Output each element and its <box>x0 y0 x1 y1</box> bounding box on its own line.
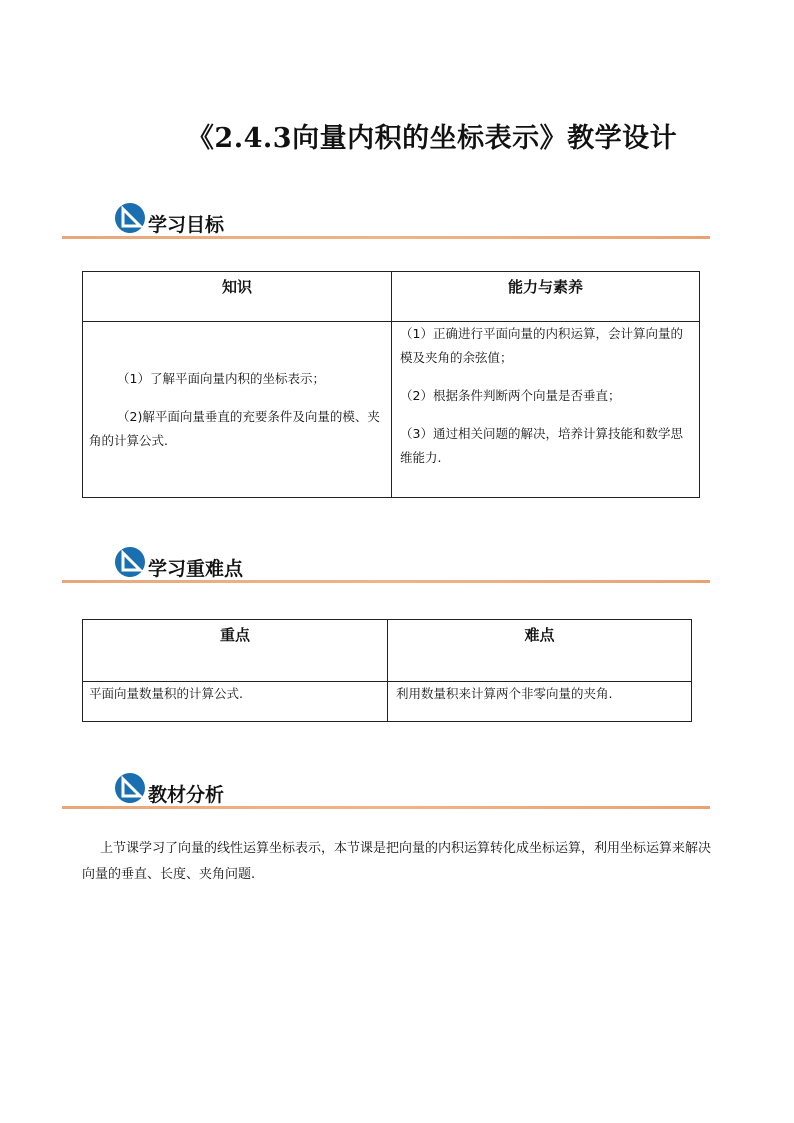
section-header-analysis <box>62 772 710 816</box>
section-title: 学习目标 <box>148 214 225 236</box>
page-title: 《2.4.3向量内积的坐标表示》教学设计 <box>186 123 678 154</box>
column-header-key: 重点 <box>83 620 388 682</box>
knowledge-cell <box>83 322 392 498</box>
set-square-icon <box>114 772 146 804</box>
set-square-icon <box>114 202 146 234</box>
column-header-difficult: 难点 <box>388 620 692 682</box>
section-header-keypoints <box>62 546 710 590</box>
section-title: 教材分析 <box>148 784 225 806</box>
section-divider <box>62 806 710 809</box>
key-cell <box>83 682 388 722</box>
knowledge-item: （1）了解平面向量内积的坐标表示； <box>117 370 325 386</box>
ability-item: （2）根据条件判断两个向量是否垂直； <box>400 388 621 403</box>
column-header-knowledge: 知识 <box>83 272 392 322</box>
column-header-ability: 能力与素养 <box>392 272 700 322</box>
objectives-table <box>82 271 700 498</box>
section-header-objectives <box>62 202 710 246</box>
difficult-cell <box>388 682 692 722</box>
keypoints-table <box>82 619 692 722</box>
section-title: 学习重难点 <box>148 558 244 580</box>
difficult-text: 利用数量积来计算两个非零向量的夹角. <box>396 686 613 701</box>
key-text: 平面向量数量积的计算公式. <box>89 686 243 701</box>
section-divider <box>62 236 710 239</box>
analysis-paragraph: 上节课学习了向量的线性运算坐标表示，本节课是把向量的内积运算转化成坐标运算，利用坐标运算来解决向量的垂直、长度、夹角问题. <box>82 841 712 882</box>
ability-item: （3）通过相关问题的解决，培养计算技能和数学思维能力. <box>400 426 683 465</box>
ability-item: （1）正确进行平面向量的内积运算，会计算向量的模及夹角的余弦值； <box>400 326 683 365</box>
knowledge-item: （2)解平面向量垂直的充要条件及向量的模、夹角的计算公式. <box>89 408 380 448</box>
section-divider <box>62 580 710 583</box>
ability-cell <box>392 322 700 498</box>
set-square-icon <box>114 546 146 578</box>
